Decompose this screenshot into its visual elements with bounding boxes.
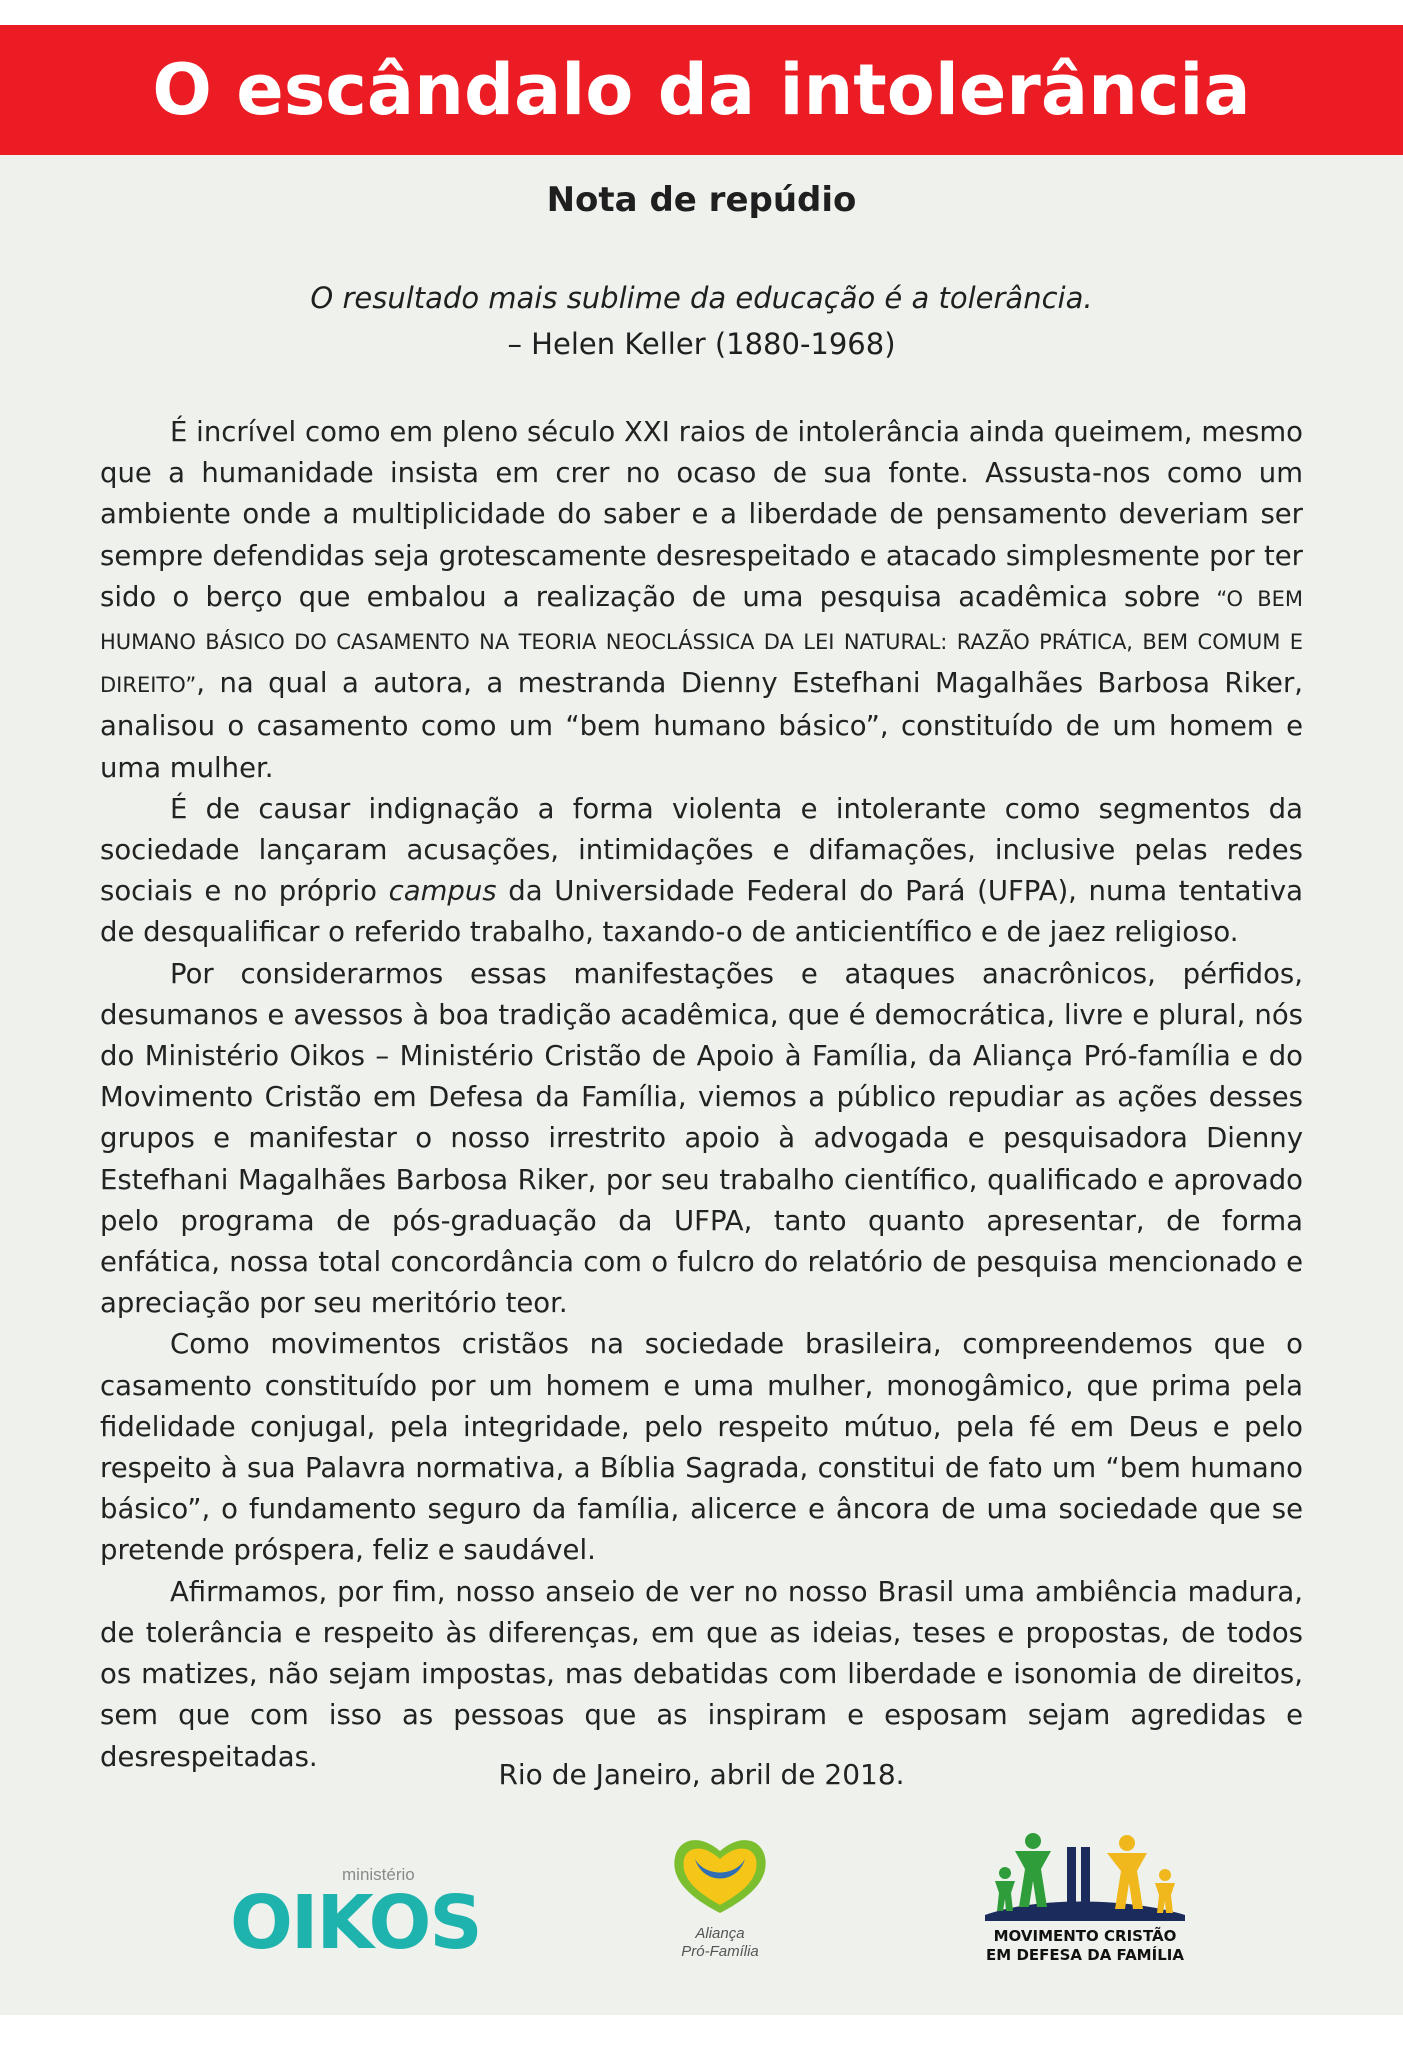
alianca-logo (665, 1825, 775, 1965)
adult-figure-icon (1025, 1833, 1041, 1849)
paragraph-1-text-a: É incrível como em pleno século XXI raios de intolerância ainda queimem, mesmo que a humanidade insista em crer no ocaso de sua fonte. Assusta-nos como um ambiente onde a multiplicidade do saber e a liberdade de pensamento deveriam ser sempre defendidas seja grotescamente desrespeitado e atacado simplesmente por ter sido o berço que embalou a realização de uma pesquisa acadêmica sobre (100, 416, 1303, 613)
paragraph-5: Afirmamos, por fim, nosso anseio de ver no nosso Brasil uma ambiência madura, de tolerância e respeito às diferenças, em que as ideias, teses e propostas, de todos os matizes, não sejam impostas, mas debatidas com liberdade e isonomia de direitos, sem que com isso as pessoas que as inspiram e esposam sejam agredidas e desrespeitadas. (100, 1575, 1303, 1773)
letter-body (100, 412, 1303, 1778)
alianca-logo-line1: Aliança (695, 1925, 745, 1942)
paragraph-2-text-a: É de causar indignação a forma violenta e intolerante como segmentos da sociedade lançaram acusações, intimidações e difamações, inclusive pelas redes sociais e no próprio (100, 792, 1303, 908)
pillar-icon (1081, 1847, 1090, 1917)
dateline: Rio de Janeiro, abril de 2018. (498, 1758, 905, 1791)
title-banner (0, 25, 1403, 155)
child-figure-icon (1159, 1869, 1171, 1881)
oikos-logo-name: OIKOS (230, 1880, 481, 1965)
paragraph-2 (100, 789, 1303, 954)
paragraph-1 (100, 412, 1303, 789)
child-figure-body-icon (1155, 1883, 1175, 1913)
oikos-logo-small-text: ministério (342, 1865, 415, 1884)
adult-figure-body-icon (1015, 1851, 1051, 1907)
epigraph (0, 275, 1403, 367)
alianca-logo-line2: Pró-Família (681, 1943, 759, 1960)
adult-figure-icon (1119, 1835, 1135, 1851)
paragraph-2-text-b: da Universidade Federal do Pará (UFPA), numa tentativa de desqualificar o referido trabalho, taxando-o de anticientífico e de jaez religioso. (100, 875, 1303, 949)
movimento-logo-line1: MOVIMENTO CRISTÃO (993, 1927, 1177, 1945)
note-subtitle: Nota de repúdio (546, 180, 857, 220)
paragraph-1-text-b: , na qual a autora, a mestranda Dienny Estefhani Magalhães Barbosa Riker, analisou o casamento como um “bem humano básico”, constituído de um homem e uma mulher. (100, 667, 1303, 784)
epigraph-attribution: – Helen Keller (1880-1968) (507, 327, 896, 361)
page-title: O escândalo da intolerância (152, 49, 1251, 131)
movimento-logo-line2: EM DEFESA DA FAMÍLIA (986, 1946, 1184, 1964)
child-figure-body-icon (995, 1881, 1015, 1911)
movimento-logo (975, 1827, 1195, 1967)
paragraph-4: Como movimentos cristãos na sociedade brasileira, compreendemos que o casamento constituído por um homem e uma mulher, monogâmico, que prima pela fidelidade conjugal, pela integridade, pelo respeito mútuo, pela fé em Deus e pelo respeito à sua Palavra normativa, a Bíblia Sagrada, constitui de fato um “bem humano básico”, o fundamento seguro da família, alicerce e âncora de uma sociedade que se pretende próspera, feliz e saudável. (100, 1328, 1303, 1567)
pillar-icon (1067, 1847, 1076, 1917)
oikos-logo (230, 1850, 500, 1965)
paragraph-3: Por considerarmos essas manifestações e ataques anacrônicos, pérfidos, desumanos e avessos à boa tradição acadêmica, que é democrática, livre e plural, nós do Ministério Oikos – Ministério Cristão de Apoio à Família, da Aliança Pró-família e do Movimento Cristão em Defesa da Família, viemos a público repudiar as ações desses grupos e manifestar o nosso irrestrito apoio à advogada e pesquisadora Dienny Estefhani Magalhães Barbosa Riker, por seu trabalho científico, qualificado e aprovado pelo programa de pós-graduação da UFPA, tanto quanto apresentar, de forma enfática, nossa total concordância com o fulcro do relatório de pesquisa mencionado e apreciação por seu meritório teor. (100, 957, 1303, 1320)
child-figure-icon (999, 1867, 1011, 1879)
epigraph-quote: O resultado mais sublime da educação é a tolerância. (310, 281, 1093, 315)
adult-figure-body-icon (1107, 1853, 1147, 1909)
document-page (0, 25, 1403, 2015)
paragraph-2-emphasis: campus (388, 875, 497, 908)
thesis-title: “O BEM HUMANO BÁSICO DO CASAMENTO NA TEORIA NEOCLÁSSICA DA LEI NATURAL: RAZÃO PRÁTICA, BEM COMUM E DIREITO” (100, 586, 1303, 698)
